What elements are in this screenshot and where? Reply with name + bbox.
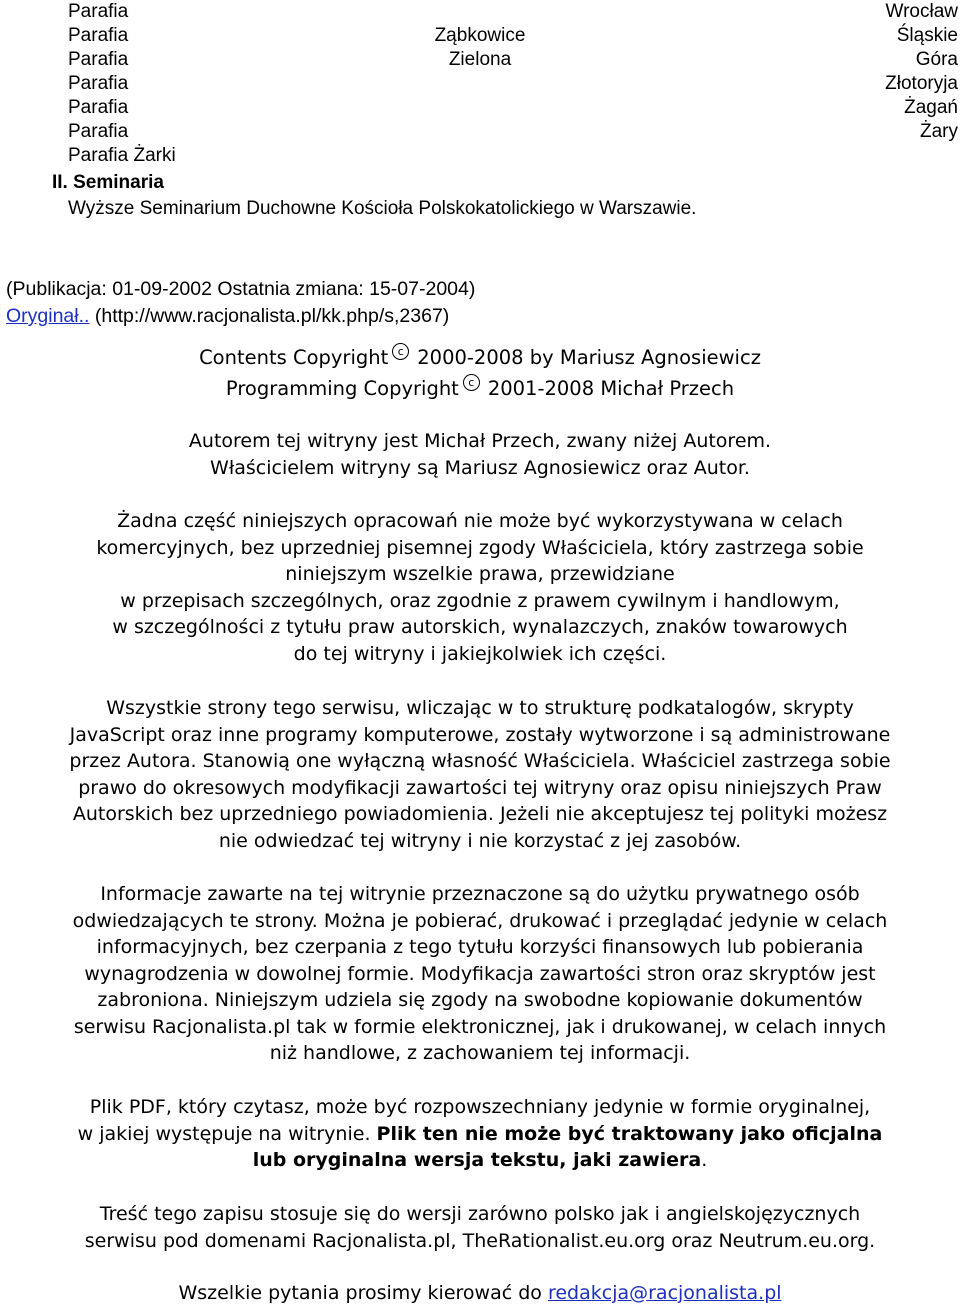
parish-town: Żary	[920, 121, 958, 142]
parish-label: Parafia	[68, 73, 129, 94]
parish-label: Parafia Żarki	[68, 145, 176, 166]
parish-town: Żagań	[904, 97, 958, 118]
original-url-text: (http://www.racjonalista.pl/kk.php/s,2367)	[89, 305, 450, 327]
structure-paragraph: Wszystkie strony tego serwisu, wliczając w to strukturę podkatalogów, skrypty JavaScript oraz inne programy komputerowe, zostały wytworzone i są administrowane przez Autora. Stanowią one wyłączną własność Właściciela. Właściciel zastrzega sobie prawo do okresowych modyfikacji zawartości tej witryny oraz opisu niniejszych Praw Autorskich bez uprzedniego powiadomienia. Jeżeli nie akceptujesz tej polityki możesz nie odwiedzać tej witryny i nie korzystać z jej zasobów.	[69, 697, 891, 852]
author-line: Autorem tej witryny jest Michał Przech, zwany niżej Autorem.	[188, 430, 772, 452]
pdf-notice-bold: Plik ten nie może być traktowany jako oficjalna	[376, 1122, 883, 1145]
rights-paragraph: Żadna część niniejszych opracowań nie może być wykorzystywana w celach komercyjnych, bez uprzedniej pisemnej zgody Właściciela, który zastrzega sobie niniejszym wszelkie prawa, przewidziane w przepisach szczególnych, oraz zgodnie z prawem cywilnym i handlowym, w szczególności z tytułu praw autorskich, wynalazczych, znaków towarowych do tej witryny i jakiejkolwiek ich części.	[96, 510, 864, 665]
parish-town: Ząbkowice	[434, 25, 526, 46]
programming-copyright: Programming Copyright c 2001-2008 Michał Przech	[225, 376, 735, 400]
parish-label: Parafia	[68, 25, 129, 46]
contents-copyright: Contents Copyright c 2000-2008 by Mariusz Agnosiewicz	[199, 345, 761, 369]
pdf-notice-bold: lub oryginalna wersja tekstu, jaki zawiera	[252, 1149, 702, 1171]
copyright-icon: c	[392, 343, 409, 360]
authorship-block	[0, 428, 960, 481]
original-source	[6, 305, 449, 328]
email-link[interactable]: redakcja@racjonalista.pl	[547, 1282, 782, 1304]
parish-town: Góra	[915, 49, 958, 70]
usage-paragraph: Informacje zawarte na tej witrynie przeznaczone są do użytku prywatnego osób odwiedzających te strony. Można je pobierać, drukować i przeglądać jedynie w celach informacyjnych, bez czerpania z tego tytułu korzyści finansowych lub pobierania wynagrodzenia w dowolnej formie. Modyfikacja zawartości stron oraz skryptów jest zabroniona. Niniejszym udziela się zgody na swobodne kopiowanie dokumentów serwisu Racjonalista.pl tak w formie elektronicznej, jak i drukowanej, w celach innych niż handlowe, z zachowaniem tej informacji.	[72, 883, 888, 1064]
parish-town: Złotoryja	[885, 73, 958, 94]
owner-line: Właścicielem witryny są Mariusz Agnosiewicz oraz Autor.	[210, 456, 750, 479]
parish-label: Parafia	[68, 49, 129, 70]
seminaria-heading: II. Seminaria	[52, 172, 164, 193]
parish-town: Zielona	[448, 49, 512, 70]
copyright-block	[0, 342, 960, 404]
seminaria-item: Wyższe Seminarium Duchowne Kościoła Polskokatolickiego w Warszawie.	[68, 198, 697, 219]
parish-label: Parafia	[68, 121, 129, 142]
pdf-paragraph: Plik PDF, który czytasz, może być rozpowszechniany jedynie w formie oryginalnej, w jakiej występuje na witrynie. Plik ten nie może być traktowany jako oficjalna lub oryginalna wersja tekstu, jaki zawiera.	[77, 1096, 883, 1171]
parish-label: Parafia	[68, 1, 129, 22]
parish-town: Śląskie	[896, 25, 958, 46]
domains-paragraph: Treść tego zapisu stosuje się do wersji zarówno polsko jak i angielskojęzycznych serwisu pod domenami Racjonalista.pl, TheRationalist.eu.org oraz Neutrum.eu.org.	[84, 1203, 876, 1252]
copyright-icon: c	[463, 374, 480, 391]
original-link[interactable]: Oryginał..	[6, 305, 90, 327]
parish-column-middle	[0, 24, 960, 72]
parish-label: Parafia	[68, 97, 129, 118]
publication-dates: (Publikacja: 01-09-2002 Ostatnia zmiana: 15-07-2004)	[6, 278, 476, 300]
contact-line: Wszelkie pytania prosimy kierować do redakcja@racjonalista.pl	[178, 1282, 782, 1304]
parish-town: Wrocław	[885, 1, 958, 22]
parish-column-right	[885, 0, 958, 144]
